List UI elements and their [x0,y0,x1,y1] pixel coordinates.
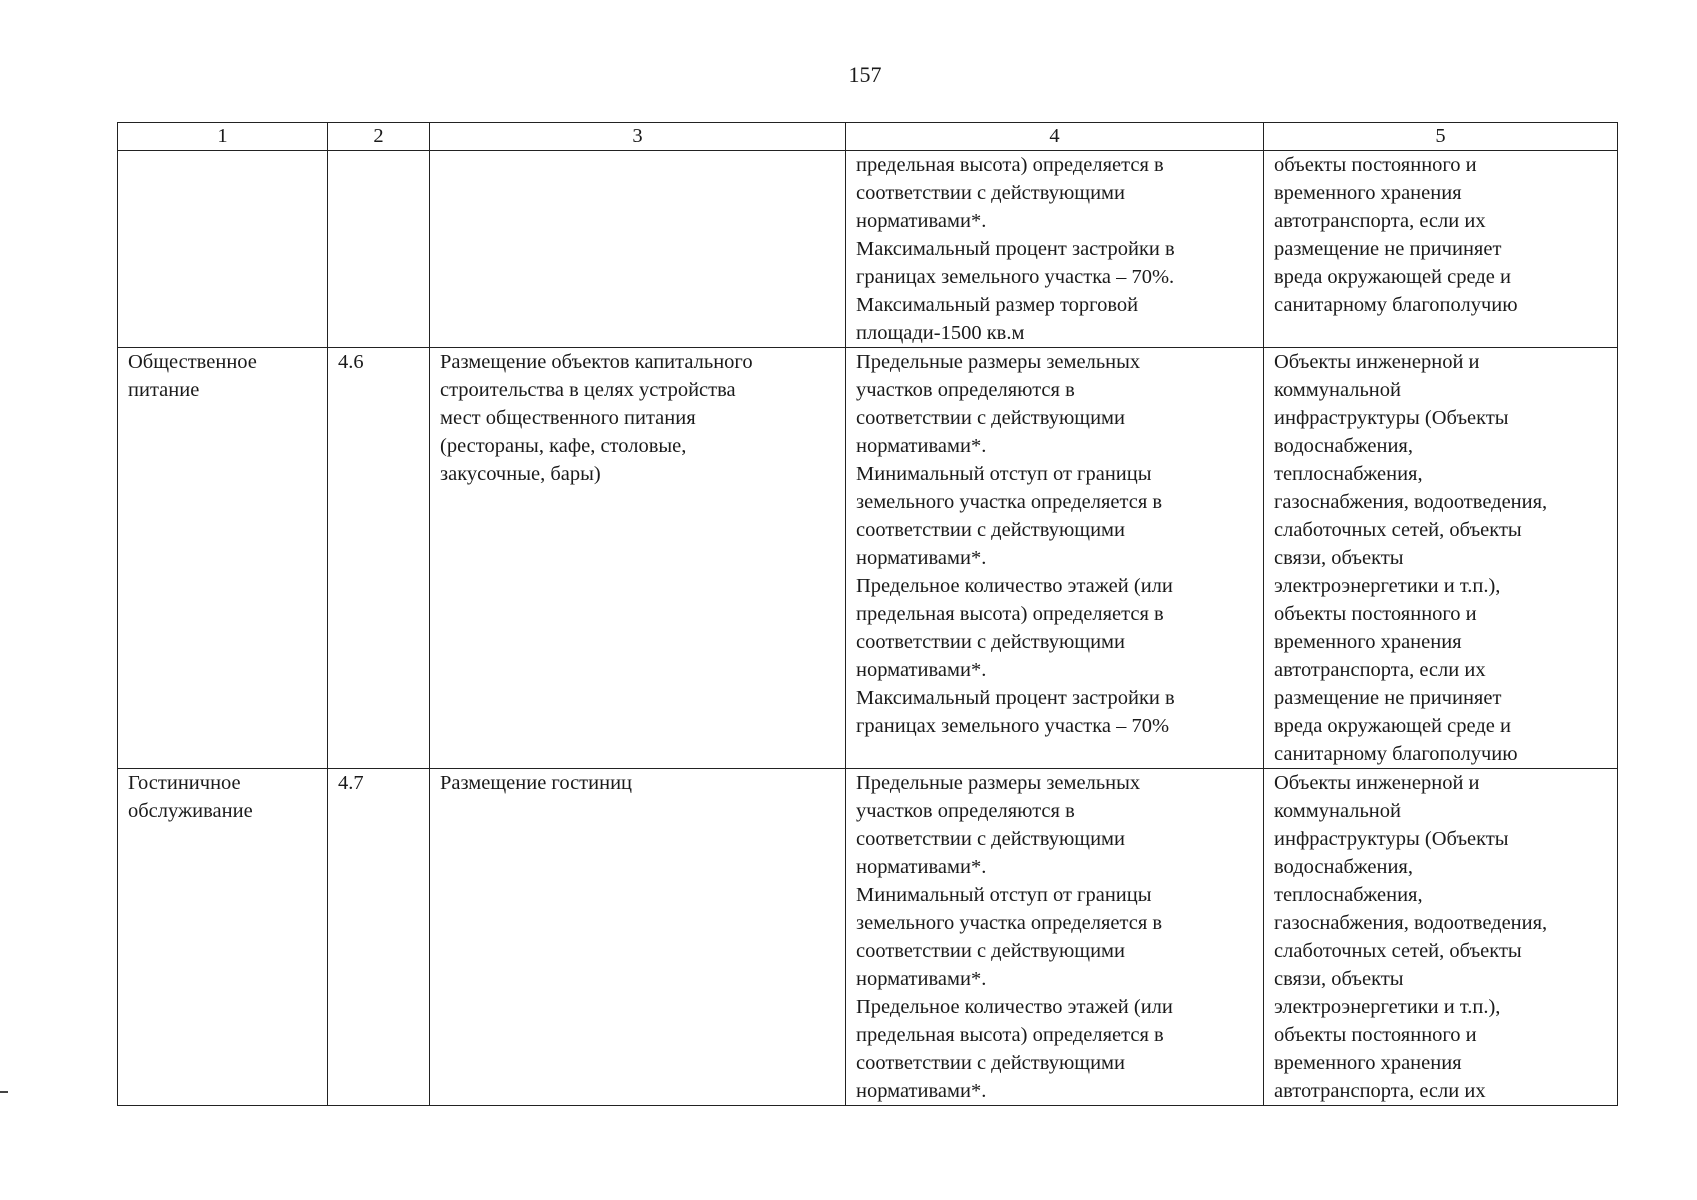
cell-text-line: соответствии с действующими [856,407,1125,429]
auxiliary-uses-cell [1264,348,1618,769]
use-name-cell [118,151,328,348]
cell-text-line: участков определяются в [856,379,1075,401]
cell-text-line: Предельное количество этажей (или [856,996,1173,1018]
cell-text-line: Гостиничное [128,772,241,794]
cell-text-line: Максимальный процент застройки в [856,687,1175,709]
table-header-row [118,123,1618,151]
cell-text-line: предельная высота) определяется в [856,154,1164,176]
cell-text-line: объекты постоянного и [1274,603,1477,625]
table-row [118,769,1618,1106]
cell-text-line: нормативами*. [856,856,987,878]
cell-text-line: теплоснабжения, [1274,463,1423,485]
cell-text-line: Минимальный отступ от границы [856,463,1152,485]
cell-text-line: санитарному благополучию [1274,294,1518,316]
use-name-cell [118,348,328,769]
column-header: 3 [430,123,846,151]
cell-text-line: нормативами*. [856,659,987,681]
cell-text-line: участков определяются в [856,800,1075,822]
cell-text-line: коммунальной [1274,800,1401,822]
use-description-cell [430,769,846,1106]
auxiliary-uses-cell [1264,769,1618,1106]
cell-text-line: газоснабжения, водоотведения, [1274,491,1548,513]
cell-text-line: мест общественного питания [440,407,696,429]
cell-text-line: связи, объекты [1274,968,1404,990]
cell-text-line: Предельное количество этажей (или [856,575,1173,597]
use-code-cell [328,348,430,769]
cell-text-line: земельного участка определяется в [856,491,1163,513]
cell-text-line: Объекты инженерной и [1274,772,1480,794]
cell-text-line: инфраструктуры (Объекты [1274,407,1509,429]
cell-text-line: предельная высота) определяется в [856,1024,1164,1046]
cell-text-line: санитарному благополучию [1274,743,1518,765]
cell-text-line: временного хранения [1274,182,1462,204]
cell-text-line: Предельные размеры земельных [856,351,1141,373]
cell-text-line: Размещение объектов капитального [440,351,753,373]
cell-text-line: 4.6 [338,351,364,373]
parameters-cell [846,348,1264,769]
column-header: 5 [1264,123,1618,151]
cell-text-line: размещение не причиняет [1274,687,1502,709]
cell-text-line: соответствии с действующими [856,519,1125,541]
cell-text-line: соответствии с действующими [856,828,1125,850]
auxiliary-uses-cell [1264,151,1618,348]
cell-text-line: объекты постоянного и [1274,154,1477,176]
cell-text-line: водоснабжения, [1274,435,1413,457]
cell-text-line: границах земельного участка – 70% [856,715,1170,737]
cell-text-line: автотранспорта, если их [1274,1080,1486,1102]
cell-text-line: временного хранения [1274,1052,1462,1074]
cell-text-line: питание [128,379,200,401]
column-header: 1 [118,123,328,151]
cell-text-line: электроэнергетики и т.п.), [1274,575,1501,597]
cell-text-line: нормативами*. [856,210,987,232]
margin-mark [0,1091,8,1093]
cell-text-line: нормативами*. [856,968,987,990]
cell-text-line: Минимальный отступ от границы [856,884,1152,906]
cell-text-line: нормативами*. [856,435,987,457]
cell-text-line: обслуживание [128,800,253,822]
cell-text-line: 4.7 [338,772,364,794]
parameters-cell [846,769,1264,1106]
cell-text-line: коммунальной [1274,379,1401,401]
land-use-table [117,122,1618,1106]
cell-text-line: теплоснабжения, [1274,884,1423,906]
cell-text-line: площади-1500 кв.м [856,322,1025,344]
column-header: 2 [328,123,430,151]
use-code-cell [328,769,430,1106]
cell-text-line: (рестораны, кафе, столовые, [440,435,687,457]
cell-text-line: инфраструктуры (Объекты [1274,828,1509,850]
cell-text-line: Общественное [128,351,257,373]
use-description-cell [430,348,846,769]
cell-text-line: автотранспорта, если их [1274,659,1486,681]
table-row [118,151,1618,348]
cell-text-line: вреда окружающей среде и [1274,266,1511,288]
cell-text-line: Максимальный размер торговой [856,294,1139,316]
parameters-cell [846,151,1264,348]
cell-text-line: земельного участка определяется в [856,912,1163,934]
cell-text-line: электроэнергетики и т.п.), [1274,996,1501,1018]
cell-text-line: закусочные, бары) [440,463,601,485]
cell-text-line: объекты постоянного и [1274,1024,1477,1046]
use-code-cell [328,151,430,348]
cell-text-line: водоснабжения, [1274,856,1413,878]
cell-text-line: границах земельного участка – 70%. [856,266,1175,288]
cell-text-line: нормативами*. [856,547,987,569]
cell-text-line: соответствии с действующими [856,182,1125,204]
cell-text-line: соответствии с действующими [856,940,1125,962]
cell-text-line: газоснабжения, водоотведения, [1274,912,1548,934]
page-number: 157 [848,62,882,87]
cell-text-line: связи, объекты [1274,547,1404,569]
cell-text-line: Максимальный процент застройки в [856,238,1175,260]
cell-text-line: вреда окружающей среде и [1274,715,1511,737]
cell-text-line: строительства в целях устройства [440,379,736,401]
column-header: 4 [846,123,1264,151]
use-name-cell [118,769,328,1106]
cell-text-line: предельная высота) определяется в [856,603,1164,625]
cell-text-line: размещение не причиняет [1274,238,1502,260]
cell-text-line: Предельные размеры земельных [856,772,1141,794]
table-row [118,348,1618,769]
cell-text-line: временного хранения [1274,631,1462,653]
cell-text-line: автотранспорта, если их [1274,210,1486,232]
cell-text-line: слаботочных сетей, объекты [1274,940,1522,962]
cell-text-line: Размещение гостиниц [440,772,633,794]
cell-text-line: Объекты инженерной и [1274,351,1480,373]
cell-text-line: соответствии с действующими [856,1052,1125,1074]
cell-text-line: нормативами*. [856,1080,987,1102]
use-description-cell [430,151,846,348]
cell-text-line: соответствии с действующими [856,631,1125,653]
cell-text-line: слаботочных сетей, объекты [1274,519,1522,541]
